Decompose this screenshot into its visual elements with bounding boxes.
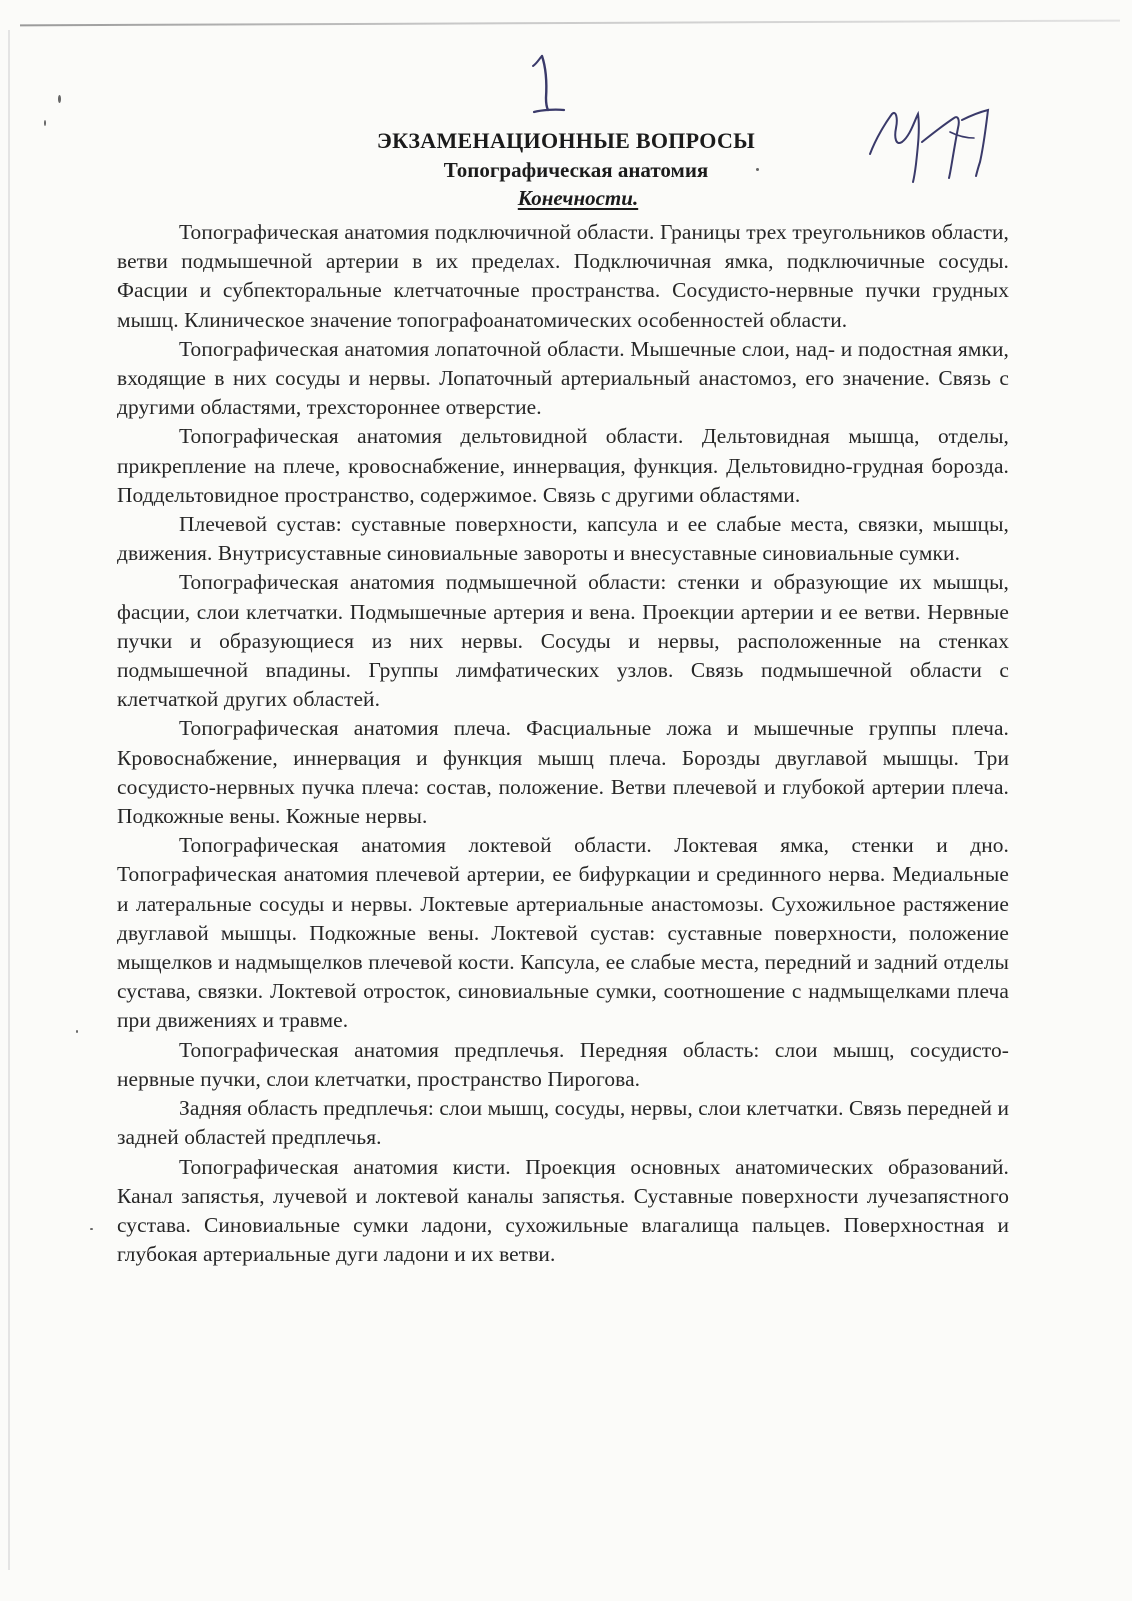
question-paragraph: Топографическая анатомия дельтовидной области. Дельтовидная мышца, отделы, прикрепление на плече, кровоснабжение, иннервация, функция. Дельтовидно-грудная борозда. Поддельтовидное пространство, содержимое. Связь с другими областями. xyxy=(117,424,1009,507)
question-paragraph: Плечевой сустав: суставные поверхности, капсула и ее слабые места, связки, мышцы, движения. Внутрисуставные синовиальные завороты и внесуставные синовиальные сумки. xyxy=(117,512,1009,566)
question-paragraph: Топографическая анатомия кисти. Проекция основных анатомических образований. Канал запястья, лучевой и локтевой каналы запястья. Суставные поверхности лучезапястного сустава. Синовиальные сумки ладони, сухожильные влагалища пальцев. Поверхностная и глубокая артериальные дуги ладони и их ветви. xyxy=(117,1154,1009,1267)
question-paragraph: Топографическая анатомия локтевой области. Локтевая ямка, стенки и дно. Топографическая анатомия плечевой артерии, ее бифуркации и срединного нерва. Медиальные и латеральные сосуды и нервы. Локтевые артериальные анастомозы. Сухожильное растяжение двуглавой мышцы. Подкожные вены. Локтевой сустав: суставные поверхности, положение мыщелков и надмыщелков плечевой кости. Капсула, ее слабые места, передний и задний отделы сустава, связки. Локтевой отросток, синовиальные сумки, соотношение с надмыщелками плеча при движениях и травме. xyxy=(117,833,1009,1033)
scan-edge-left xyxy=(8,30,10,1570)
scan-speck xyxy=(58,95,61,103)
scan-speck xyxy=(44,120,46,126)
handwritten-page-number xyxy=(520,48,570,118)
question-paragraph: Топографическая анатомия плеча. Фасциальные ложа и мышечные группы плеча. Кровоснабжение, иннервация и функция мышц плеча. Борозды двуглавой мышцы. Три сосудисто-нервных пучка плеча: состав, положение. Ветви плечевой и глубокой артерии плеча. Подкожные вены. Кожные нервы. xyxy=(117,716,1009,829)
exam-questions-body xyxy=(117,218,1009,1269)
document-subject: Топографическая анатомия xyxy=(443,158,709,182)
scan-speck xyxy=(76,1030,78,1033)
question-paragraph: Задняя область предплечья: слои мышц, сосуды, нервы, слои клетчатки. Связь передней и задней областей предплечья. xyxy=(117,1096,1009,1150)
question-paragraph: Топографическая анатомия лопаточной области. Мышечные слои, над- и подостная ямки, входящие в них сосуды и нервы. Лопаточный артериальный анастомоз, его значение. Связь с другими областями, трехстороннее отверстие. xyxy=(117,336,1009,420)
document-title: ЭКЗАМЕНАЦИОННЫЕ ВОПРОСЫ xyxy=(376,128,756,153)
scan-speck xyxy=(756,168,759,171)
question-paragraph: Топографическая анатомия подмышечной области: стенки и образующие их мышцы, фасции, слои клетчатки. Подмышечные артерия и вена. Проекции артерии и ее ветви. Нервные пучки и образующиеся из них нервы. Сосуды и нервы, расположенные на стенках подмышечной впадины. Группы лимфатических узлов. Связь подмышечной области с клетчаткой других областей. xyxy=(117,570,1009,712)
question-paragraph: Топографическая анатомия подключичной области. Границы трех треугольников области, ветви подмышечной артерии в их пределах. Подключичная ямка, подключичные сосуды. Фасции и субпекторальные клетчаточные пространства. Сосудисто-нервные пучки грудных мышц. Клиническое значение топографоанатомических особенностей области. xyxy=(117,220,1009,332)
section-heading: Конечности. xyxy=(517,186,639,210)
question-paragraph: Топографическая анатомия предплечья. Передняя область: слои мышц, сосудисто-нервные пучки, слои клетчатки, пространство Пирогова. xyxy=(117,1037,1009,1091)
scan-edge-top xyxy=(20,20,1120,27)
scan-speck xyxy=(90,1228,93,1230)
